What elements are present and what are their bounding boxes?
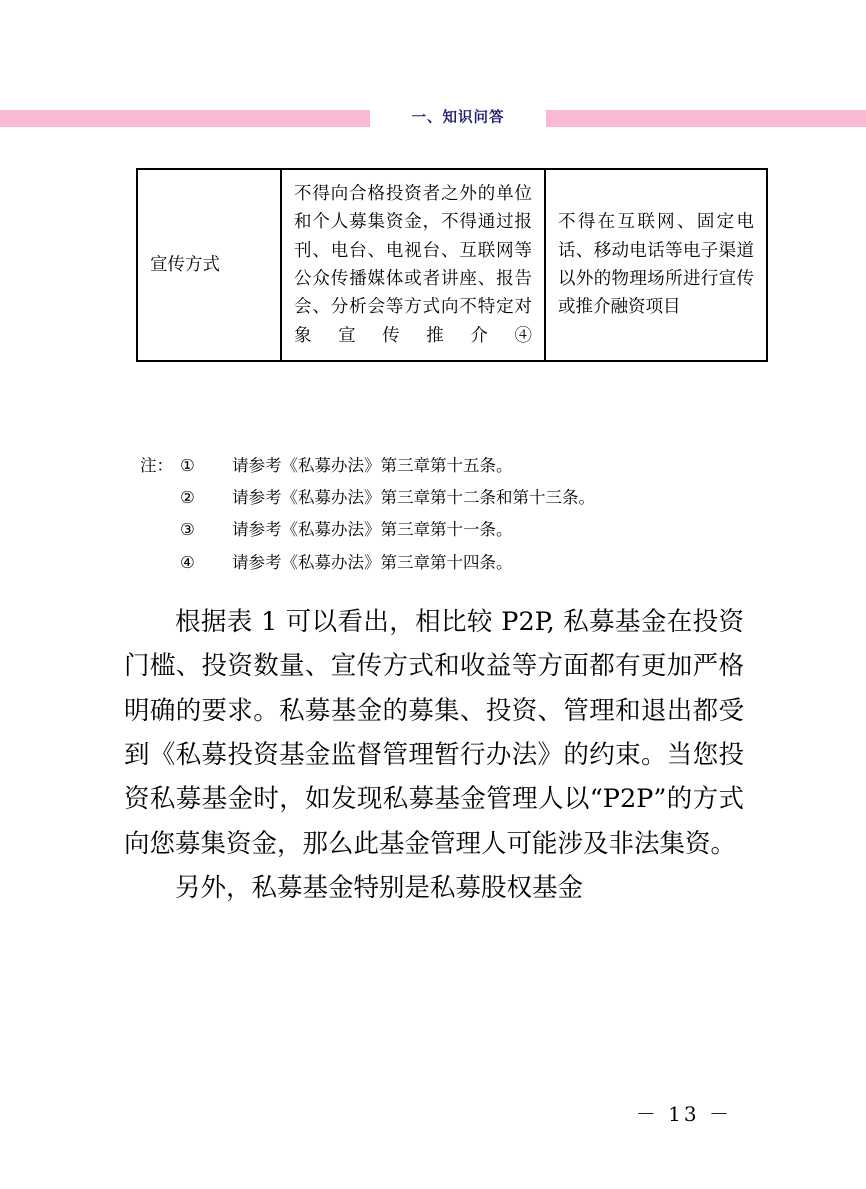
footnotes-lead: 注： (140, 456, 173, 475)
footnote-marker: ② (180, 488, 195, 508)
footnote-text: 请参考《私募办法》第三章第十四条。 (232, 552, 513, 572)
paragraph: 另外，私募基金特别是私募股权基金 (175, 873, 584, 904)
running-header (0, 104, 866, 132)
table-cell-private-fund: 不得向合格投资者之外的单位和个人募集资金，不得通过报刊、电台、电视台、互联网等公众传播媒体或者讲座、报告会、分析会等方式向不特定对象宣传推介④ (281, 169, 545, 361)
footnotes (140, 450, 760, 579)
header-rule-right (546, 110, 866, 127)
paragraph: 根据表 1 可以看出，相比较 P2P, 私募基金在投资门槛、投资数量、宣传方式和收益等方面都有更加严格明确的要求。私募基金的募集、投资、管理和退出都受到《私募投资基金监督管理暂行办法》的约束。当您投资私募基金时，如发现私募基金管理人以“P2P”的方式向您募集资金，那么此基金管理人可能涉及非法集资。 (124, 607, 744, 859)
footnote-item (140, 547, 760, 579)
page-number: － 13 － (635, 1102, 732, 1126)
header-title: 一、知识问答 (370, 104, 546, 132)
footnote-text: 请参考《私募办法》第三章第十五条。 (232, 456, 513, 475)
table-cell-label: 宣传方式 (137, 169, 281, 361)
footnote-item (140, 514, 760, 546)
body-copy (124, 600, 744, 911)
comparison-table-wrapper (136, 168, 754, 362)
footnote-text: 请参考《私募办法》第三章第十二条和第十三条。 (232, 488, 595, 508)
footnote-marker: ① (180, 456, 195, 475)
footnote-marker: ③ (180, 520, 195, 540)
footnote-marker: ④ (180, 552, 195, 572)
header-rule-left (0, 110, 370, 127)
footnote-item (140, 482, 760, 514)
footnote-item (140, 450, 760, 482)
comparison-table (136, 168, 768, 362)
table-cell-p2p: 不得在互联网、固定电话、移动电话等电子渠道以外的物理场所进行宣传或推介融资项目 (545, 169, 767, 361)
table-row (137, 169, 767, 361)
footnote-text: 请参考《私募办法》第三章第十一条。 (232, 520, 513, 540)
